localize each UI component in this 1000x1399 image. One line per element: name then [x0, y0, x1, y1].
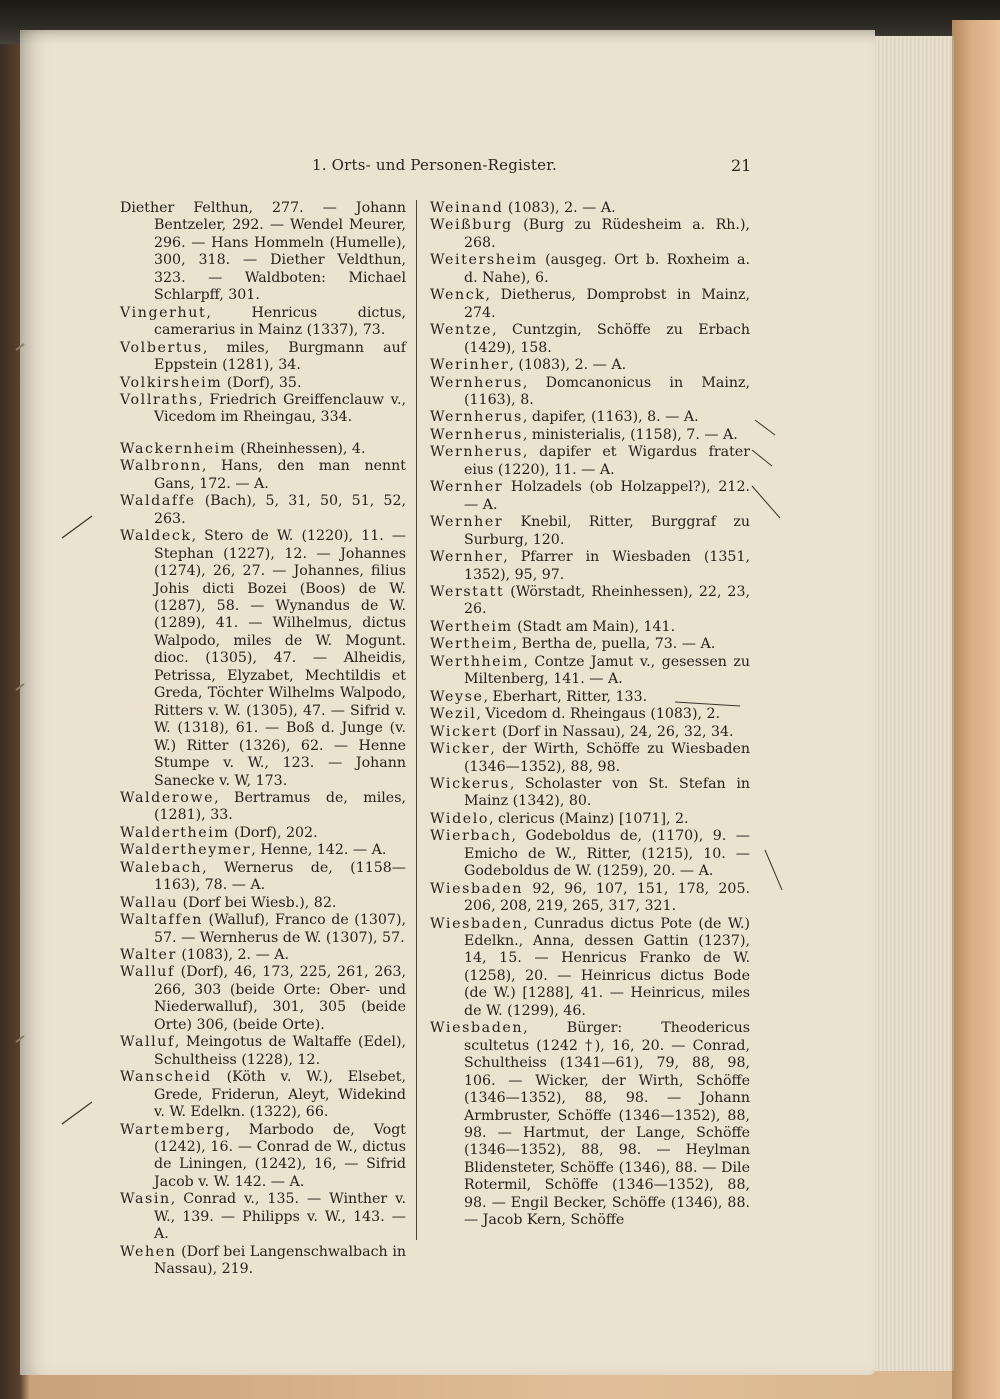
entry-text: (Walluf), Franco de (1307), 57. — Wernherus de W. (1307), 57.	[154, 912, 406, 946]
entry-text: , miles, Burgmann auf Eppstein (1281), 34.	[154, 339, 406, 374]
entry-headword: Wickerus	[430, 775, 510, 792]
entry-text: (Dorf), 35.	[222, 374, 302, 391]
entry-headword: Wasin	[120, 1191, 171, 1208]
entry-text: , Dietherus, Domprobst in Mainz, 274.	[464, 287, 750, 321]
entry-text: Holzadels (ob Holzappel?), 212. — A.	[464, 479, 750, 513]
entry-text: , Cuntzgin, Schöffe zu Erbach (1429), 158.	[464, 322, 750, 356]
entry-headword: Wertheim	[430, 636, 513, 653]
entry-headword: Walluf	[120, 1034, 175, 1051]
entry-text: (Rheinhessen), 4.	[235, 440, 366, 457]
entry-text: , dapifer, (1163), 8. — A.	[522, 409, 699, 426]
entry-headword: Wenck	[430, 287, 486, 304]
entry-headword: Wackernheim	[120, 440, 236, 457]
entry-text: , Conrad v., 135. — Winther v. W., 139. — Philipps v. W., 143. — A.	[154, 1191, 406, 1243]
entry-headword: Wernherus	[430, 444, 523, 461]
entry-headword: Wallau	[120, 894, 179, 911]
entry-text: , Cunradus dictus Pote (de W.) Edelkn., Anna, dessen Gattin (1237), 14, 15. — Henricus Franko de W. (1258), 20. — Heinricus dictus Bode (de W.) [1288], 41. — Heinricus, miles de W. (1299), 46.	[464, 915, 750, 1019]
entry-headword: Volbertus	[120, 339, 203, 356]
entry-headword: Waldertheim	[120, 824, 230, 841]
entry-text: (Dorf bei Langenschwalbach in Nassau), 219.	[154, 1243, 406, 1278]
entry-text: , Bürger: Theodericus scultetus (1242 †), 16, 20. — Conrad, Schultheiss (1341—61), 79, 88, 98, 106. — Wicker, der Wirth, Schöffe (1346—1352), 88, 98. — Johann Armbruster, Schöffe (1346—1352), 88, 98. — Hartmut, der Lange, Schöffe (1346—1352), 88, 98. — Heylman Blidensteter, Schöffe (1346), 88. — Dile Rotermil, Schöffe (1346—1352), 88, 98. — Engil Becker, Schöffe (1346), 88. — Jacob Kern, Schöffe	[464, 1020, 750, 1229]
entry-headword: Wehen	[120, 1243, 177, 1260]
entry-headword: Vingerhut	[120, 304, 207, 321]
entry-headword: Wierbach	[430, 828, 512, 845]
entry-text: , (1083), 2. — A.	[509, 357, 627, 374]
entry-text: Diether Felthun, 277. — Johann Bentzeler, 292. — Wendel Meurer, 296. — Hans Hommeln (Humelle), 300, 318. — Diether Veldthun, 323. — Waldboten: Michael Schlarpff, 301.	[120, 200, 406, 304]
entry-headword: Waltaffen	[120, 912, 203, 929]
entry-text: , Godeboldus de, (1170), 9. — Emicho de W., Ritter, (1215), 10. — Godeboldus de W. (1259), 20. — A.	[464, 828, 750, 880]
entry-headword: Wickert	[430, 723, 498, 740]
entry-text: , dapifer et Wigardus frater eius (1220), 11. — A.	[464, 444, 750, 478]
entry-headword: Wartemberg	[120, 1121, 226, 1138]
entry-text: , Bertramus de, miles, (1281), 33.	[154, 789, 406, 824]
entry-text: , Henricus dictus, camerarius in Mainz (1337), 73.	[154, 304, 406, 339]
entry-text: (Wörstadt, Rheinhessen), 22, 23, 26.	[464, 583, 750, 618]
entry-headword: Wiesbaden	[430, 880, 524, 897]
entry-text: , Friedrich Greiffenclauw v., Vicedom im Rheingau, 334.	[154, 391, 406, 426]
entry-text: , Henne, 142. — A.	[251, 842, 387, 859]
entry-headword: Waldeck	[120, 528, 192, 545]
entry-headword: Weyse	[430, 688, 484, 705]
entry-text: 92, 96, 107, 151, 178, 205. 206, 208, 219, 265, 317, 321.	[464, 880, 750, 915]
entry-text: , der Wirth, Schöffe zu Wiesbaden (1346—1352), 88, 98.	[464, 741, 750, 775]
entry-text: (Köth v. W.), Elsebet, Grede, Friderun, Aleyt, Widekind v. W. Edelkn. (1322), 66.	[154, 1069, 406, 1121]
entry-headword: Waldaffe	[120, 493, 196, 510]
entry-headword: Wentze	[430, 322, 493, 339]
entry-text: , ministerialis, (1158), 7. — A.	[522, 426, 738, 443]
entry-text: , Vicedom d. Rheingaus (1083), 2.	[476, 706, 721, 723]
entry-headword: Wanscheid	[120, 1069, 212, 1086]
entry-text: , Wernerus de, (1158—1163), 78. — A.	[154, 859, 406, 894]
entry-text: (Dorf), 46, 173, 225, 261, 263, 266, 303 (beide Orte: Ober- und Niederwalluf), 301, 305 (beide Orte) 306, (beide Orte).	[154, 964, 406, 1033]
entry-headword: Walter	[120, 947, 177, 964]
entry-text: , Meingotus de Waltaffe (Edel), Schultheiss (1228), 12.	[154, 1034, 406, 1068]
entry-text: , Eberhart, Ritter, 133.	[483, 688, 648, 705]
page-number: 21	[731, 156, 752, 175]
running-head: 1. Orts- und Personen-Register.	[312, 156, 557, 174]
entry-text: , Scholaster von St. Stefan in Mainz (1342), 80.	[464, 775, 750, 810]
entry-text: (Burg zu Rüdesheim a. Rh.), 268.	[464, 217, 750, 251]
entry-headword: Walbronn	[120, 458, 202, 475]
entry-text: (Bach), 5, 31, 50, 51, 52, 263.	[154, 493, 406, 527]
entry-headword: Wernher	[430, 479, 504, 496]
entry-headword: Wicker	[430, 741, 491, 758]
entry-text: (Dorf bei Wiesb.), 82.	[178, 894, 337, 911]
entry-headword: Wiesbaden	[430, 915, 524, 932]
entry-headword: Weißburg	[430, 217, 513, 234]
entry-headword: Werinher	[430, 357, 510, 374]
entry-headword: Vollraths	[120, 391, 199, 408]
entry-headword: Werstatt	[430, 583, 505, 600]
entry-headword: Wertheim	[430, 618, 513, 635]
entry-headword: Walluf	[120, 964, 175, 981]
entry-text: Knebil, Ritter, Burggraf zu Surburg, 120.	[464, 514, 750, 548]
entry-text: (Dorf), 202.	[229, 824, 318, 841]
entry-headword: Wezil	[430, 706, 477, 723]
entry-text: (1083), 2. — A.	[503, 200, 616, 216]
entry-text: , Hans, den man nennt Gans, 172. — A.	[154, 458, 406, 492]
entry-headword: Wernherus	[430, 374, 523, 391]
entry-headword: Weitersheim	[430, 252, 538, 269]
entry-text: , clericus (Mainz) [1071], 2.	[489, 810, 689, 827]
entry-headword: Walebach	[120, 859, 203, 876]
entry-text: (Dorf in Nassau), 24, 26, 32, 34.	[497, 723, 734, 740]
entry-text: (Stadt am Main), 141.	[512, 618, 676, 635]
entry-text: , Bertha de, puella, 73. — A.	[512, 636, 716, 653]
entry-headword: Wernherus	[430, 409, 523, 426]
entry-headword: Wiesbaden	[430, 1020, 524, 1037]
entry-headword: Weinand	[430, 200, 504, 216]
entry-headword: Wernher	[430, 549, 504, 566]
entry-headword: Widelo	[430, 810, 490, 827]
entry-headword: Waldertheymer	[120, 842, 252, 859]
entry-headword: Wernherus	[430, 426, 523, 443]
entry-text: , Domcanonicus in Mainz, (1163), 8.	[464, 374, 750, 408]
entry-headword: Walderowe	[120, 789, 215, 806]
entry-text: , Contze Jamut v., gesessen zu Miltenberg, 141. — A.	[464, 653, 750, 688]
entry-text: (ausgeg. Ort b. Roxheim a. d. Nahe), 6.	[464, 252, 750, 286]
entry-headword: Volkirsheim	[120, 374, 223, 391]
entry-text: , Pfarrer in Wiesbaden (1351, 1352), 95, 97.	[464, 549, 750, 583]
entry-text: , Stero de W. (1220), 11. — Stephan (1227), 12. — Johannes (1274), 26, 27. — Johannes, filius Johis dicti Bozei (Boos) de W. (1287), 58. — Wynandus de W. (1289), 41. — Wilhelmus, dictus Walpodo, miles de W. Mogunt. dioc. (1305), 47. — Alheidis, Petrissa, Elyzabet, Mechtildis et Greda, Töchter Wilhelms Walpodo, Ritters v. W. (1305), 47. — Sifrid v. W. (1318), 61. — Boß d. Junge (v. W.) Ritter (1326), 62. — Henne Stumpe v. W., 123. — Johann Sanecke v. W, 173.	[154, 528, 406, 789]
entry-text: , Marbodo de, Vogt (1242), 16. — Conrad de W., dictus de Liningen, (1242), 16, — Sifrid Jacob v. W. 142. — A.	[154, 1121, 406, 1190]
entry-text: (1083), 2. — A.	[176, 947, 290, 964]
entry-headword: Wernher	[430, 514, 504, 531]
entry-headword: Werthheim	[430, 653, 524, 670]
